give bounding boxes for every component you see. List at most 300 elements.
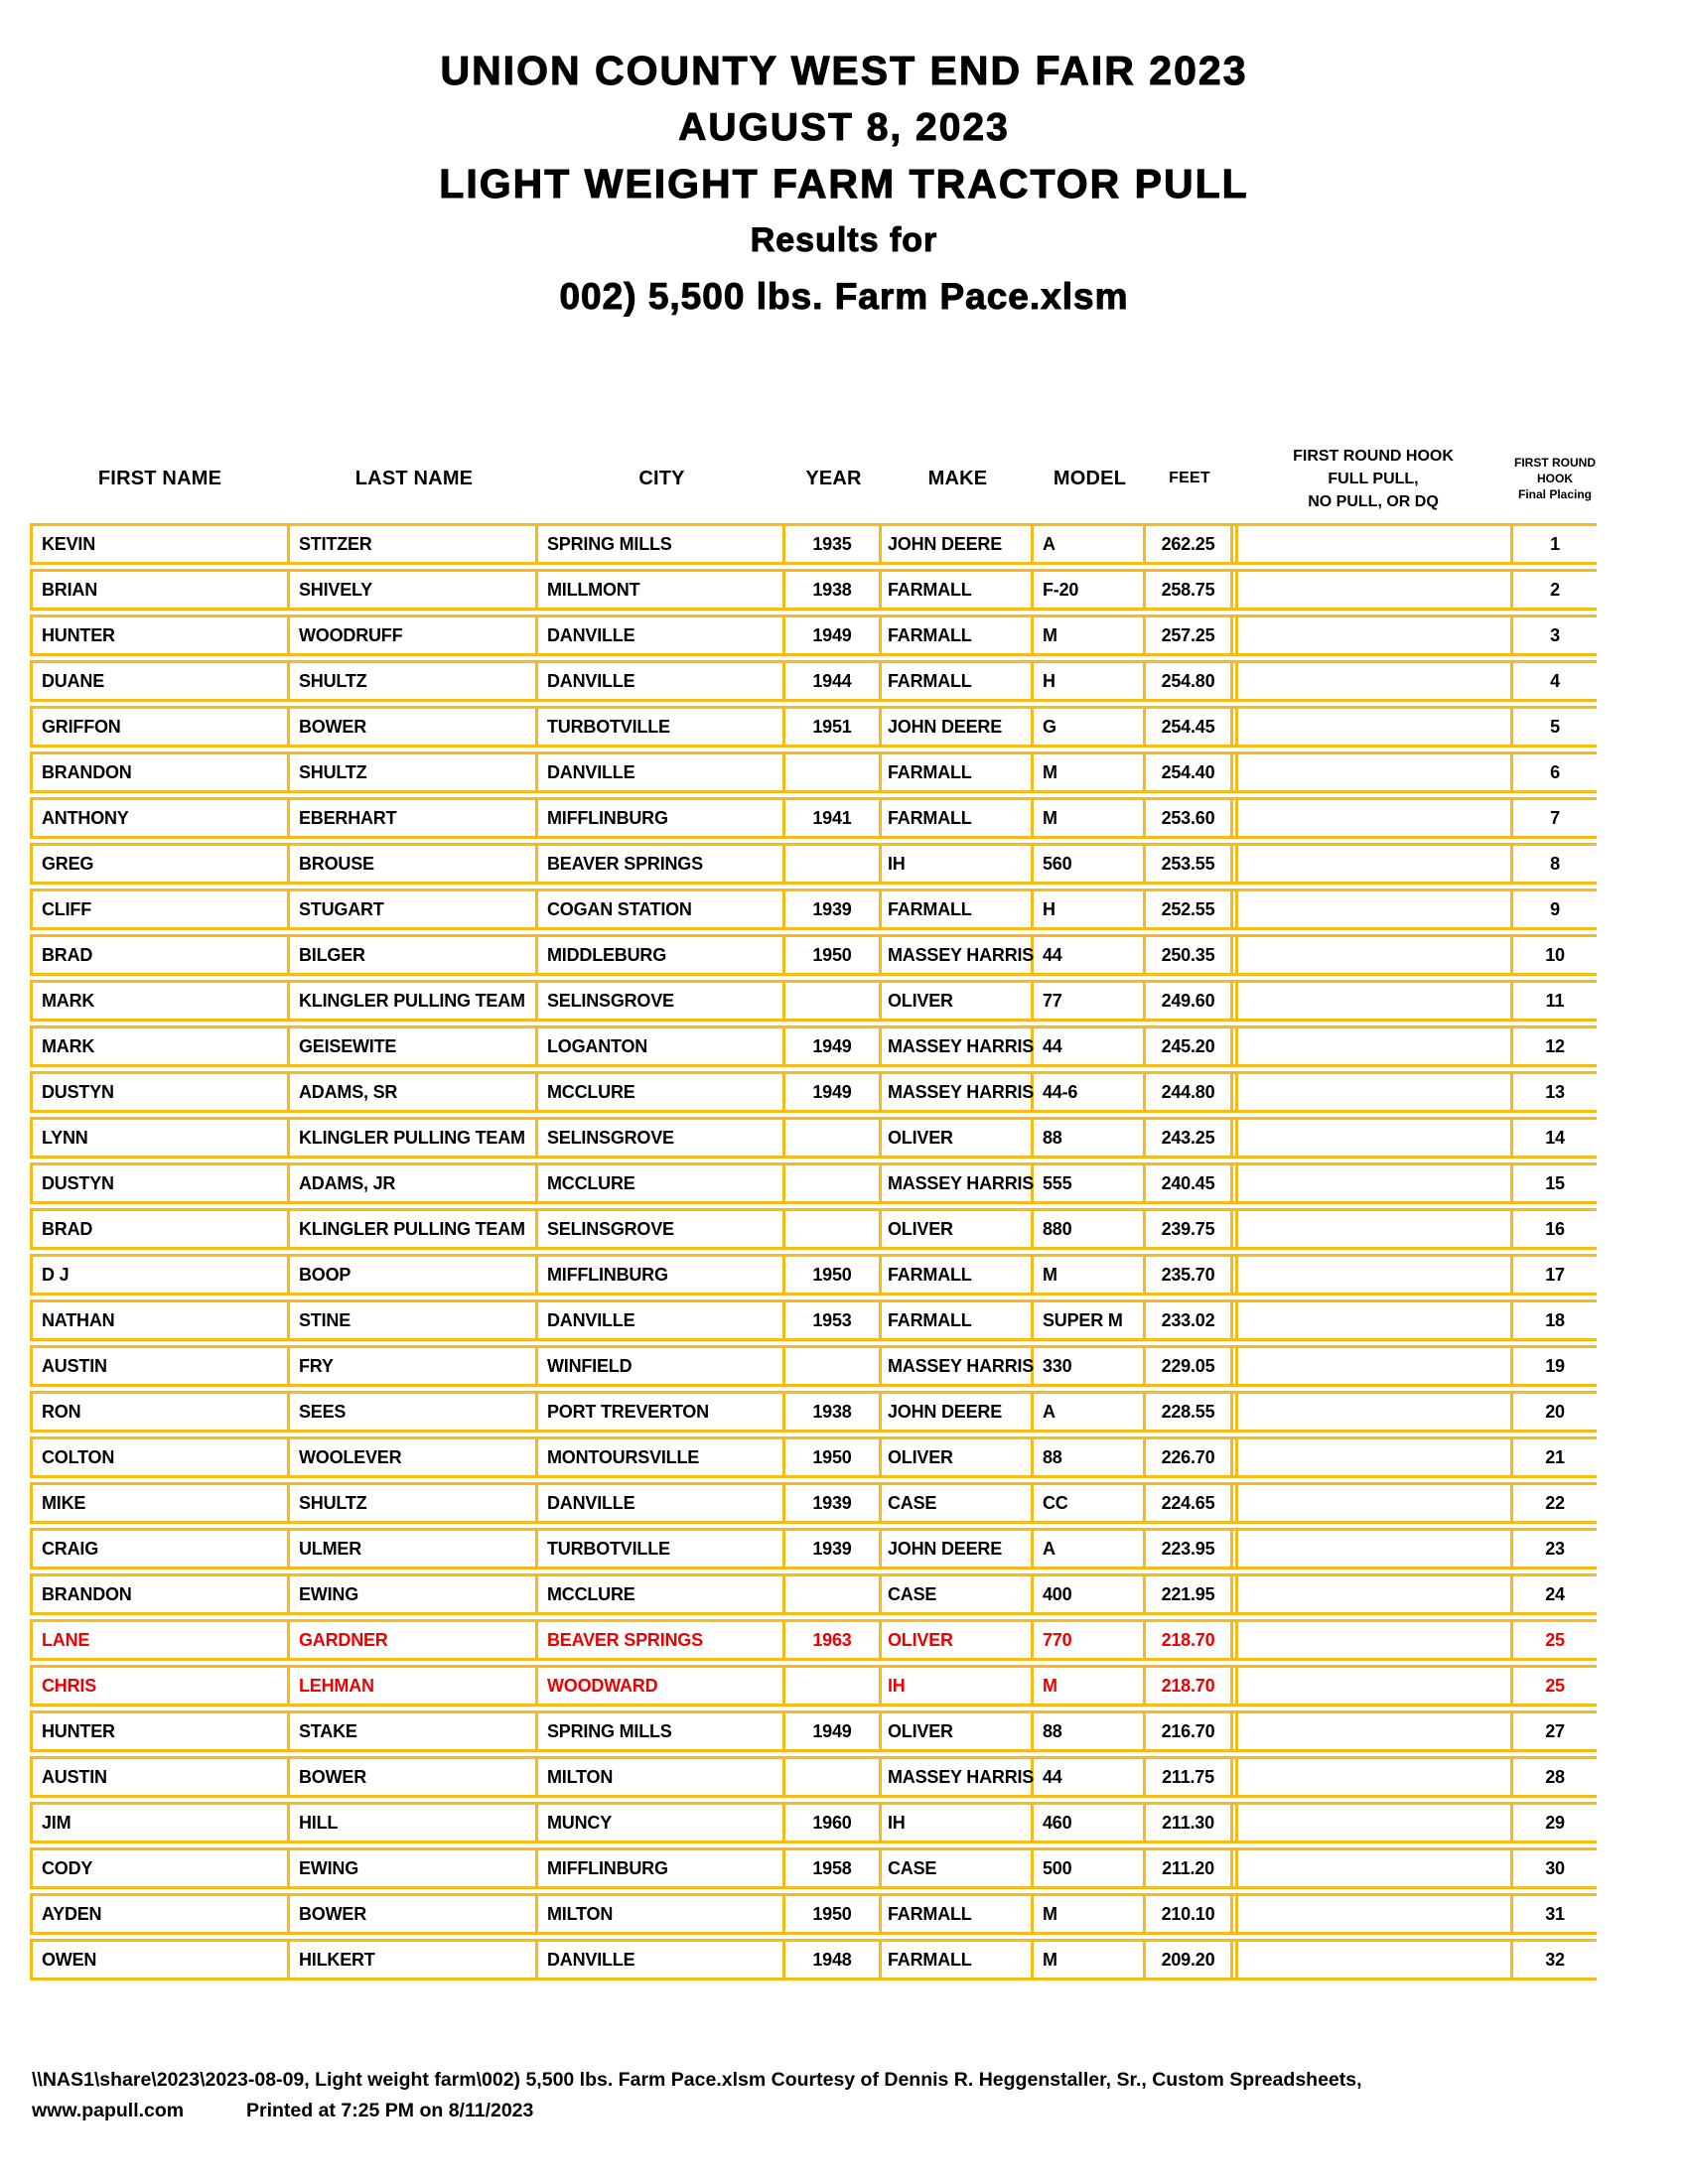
cell-model: G — [1034, 709, 1146, 745]
cell-year — [785, 1759, 882, 1795]
cell-first-round-hook — [1235, 800, 1513, 836]
cell-city: DANVILLE — [538, 663, 785, 699]
cell-first-name: HUNTER — [30, 1713, 290, 1749]
cell-feet: 252.55 — [1146, 891, 1233, 927]
cell-year: 1949 — [785, 1028, 882, 1064]
cell-final-placing: 31 — [1545, 1904, 1565, 1924]
col-header-make: MAKE — [927, 467, 988, 489]
cell-make: IH — [882, 1668, 1034, 1704]
cell-make: MASSEY HARRIS — [882, 1028, 1034, 1064]
cell-year — [785, 846, 882, 882]
cell-first-name: AUSTIN — [30, 1759, 290, 1795]
cell-model: M — [1034, 1257, 1146, 1293]
table-row — [30, 980, 1597, 1022]
cell-last-name: SHULTZ — [290, 1485, 538, 1521]
cell-first-round-hook — [1235, 1257, 1513, 1293]
cell-last-name: KLINGLER PULLING TEAM — [290, 983, 538, 1019]
table-row — [30, 797, 1597, 839]
cell-final-placing: 29 — [1545, 1813, 1565, 1833]
table-row — [30, 1528, 1597, 1570]
event-date: AUGUST 8, 2023 — [678, 106, 1010, 149]
cell-final-placing: 17 — [1545, 1265, 1565, 1285]
cell-feet: 209.20 — [1146, 1942, 1233, 1978]
cell-first-name: ANTHONY — [30, 800, 290, 836]
table-row — [30, 1802, 1597, 1843]
table-row — [30, 1756, 1597, 1798]
col-header-feet: FEET — [1169, 470, 1210, 486]
table-header-row — [30, 435, 1597, 522]
cell-model: SUPER M — [1034, 1302, 1146, 1338]
cell-first-name: BRANDON — [30, 754, 290, 790]
cell-first-round-hook — [1235, 1439, 1513, 1475]
cell-year — [785, 1120, 882, 1156]
cell-last-name: SEES — [290, 1394, 538, 1430]
cell-last-name: STINE — [290, 1302, 538, 1338]
table-row — [30, 1208, 1597, 1250]
cell-feet: 245.20 — [1146, 1028, 1233, 1064]
cell-final-placing: 9 — [1550, 899, 1560, 919]
cell-make: OLIVER — [882, 1120, 1034, 1156]
table-row — [30, 1436, 1597, 1478]
cell-model: M — [1034, 800, 1146, 836]
table-row — [30, 1391, 1597, 1433]
cell-city: COGAN STATION — [538, 891, 785, 927]
cell-year: 1944 — [785, 663, 882, 699]
cell-final-placing: 7 — [1550, 808, 1560, 828]
cell-final-placing: 22 — [1545, 1493, 1565, 1513]
cell-last-name: KLINGLER PULLING TEAM — [290, 1211, 538, 1247]
cell-feet: 221.95 — [1146, 1576, 1233, 1612]
cell-model: M — [1034, 1668, 1146, 1704]
cell-first-name: LANE — [30, 1622, 290, 1658]
cell-final-placing: 10 — [1545, 945, 1565, 965]
cell-last-name: BILGER — [290, 937, 538, 973]
cell-last-name: WOOLEVER — [290, 1439, 538, 1475]
cell-year: 1949 — [785, 1074, 882, 1110]
cell-city: DANVILLE — [538, 1485, 785, 1521]
cell-first-name: CHRIS — [30, 1668, 290, 1704]
table-row — [30, 1847, 1597, 1889]
cell-final-placing: 20 — [1545, 1402, 1565, 1422]
cell-year: 1951 — [785, 709, 882, 745]
cell-last-name: BOWER — [290, 1896, 538, 1932]
cell-final-placing: 16 — [1545, 1219, 1565, 1239]
cell-final-placing: 28 — [1545, 1767, 1565, 1787]
cell-first-round-hook — [1235, 1805, 1513, 1841]
cell-first-name: CRAIG — [30, 1531, 290, 1567]
cell-make: MASSEY HARRIS — [882, 1348, 1034, 1384]
cell-city: WOODWARD — [538, 1668, 785, 1704]
cell-make: FARMALL — [882, 891, 1034, 927]
page-footer — [32, 2065, 1362, 2126]
cell-model: M — [1034, 754, 1146, 790]
cell-first-name: JIM — [30, 1805, 290, 1841]
cell-first-round-hook — [1235, 663, 1513, 699]
cell-year — [785, 1348, 882, 1384]
cell-final-placing: 19 — [1545, 1356, 1565, 1376]
cell-feet: 228.55 — [1146, 1394, 1233, 1430]
cell-feet: 253.55 — [1146, 846, 1233, 882]
cell-final-placing: 15 — [1545, 1173, 1565, 1193]
cell-year: 1960 — [785, 1805, 882, 1841]
cell-first-name: GREG — [30, 846, 290, 882]
cell-model: CC — [1034, 1485, 1146, 1521]
cell-final-placing: 25 — [1545, 1630, 1565, 1650]
cell-first-round-hook — [1235, 1120, 1513, 1156]
cell-city: LOGANTON — [538, 1028, 785, 1064]
cell-city: MILLMONT — [538, 572, 785, 608]
results-rows — [30, 523, 1597, 1984]
cell-last-name: KLINGLER PULLING TEAM — [290, 1120, 538, 1156]
table-row — [30, 1299, 1597, 1341]
cell-make: OLIVER — [882, 1713, 1034, 1749]
cell-make: FARMALL — [882, 1257, 1034, 1293]
cell-last-name: GEISEWITE — [290, 1028, 538, 1064]
cell-first-name: DUSTYN — [30, 1165, 290, 1201]
cell-make: JOHN DEERE — [882, 709, 1034, 745]
cell-final-placing: 2 — [1550, 580, 1560, 600]
cell-final-placing: 27 — [1545, 1721, 1565, 1741]
table-row — [30, 706, 1597, 748]
cell-model: F-20 — [1034, 572, 1146, 608]
col-header-final-placing: FIRST ROUND HOOK Final Placing — [1514, 456, 1596, 501]
cell-city: MILTON — [538, 1896, 785, 1932]
cell-last-name: WOODRUFF — [290, 617, 538, 653]
cell-make: JOHN DEERE — [882, 1394, 1034, 1430]
cell-year: 1939 — [785, 1485, 882, 1521]
cell-first-round-hook — [1235, 1713, 1513, 1749]
cell-make: JOHN DEERE — [882, 1531, 1034, 1567]
cell-first-round-hook — [1235, 1485, 1513, 1521]
table-row — [30, 1573, 1597, 1615]
cell-make: CASE — [882, 1576, 1034, 1612]
cell-make: FARMALL — [882, 617, 1034, 653]
cell-feet: 235.70 — [1146, 1257, 1233, 1293]
table-row — [30, 1939, 1597, 1980]
cell-city: MIFFLINBURG — [538, 1257, 785, 1293]
event-class-title: LIGHT WEIGHT FARM TRACTOR PULL — [439, 161, 1249, 206]
cell-year: 1963 — [785, 1622, 882, 1658]
cell-first-name: MARK — [30, 1028, 290, 1064]
cell-city: BEAVER SPRINGS — [538, 846, 785, 882]
cell-city: MIDDLEBURG — [538, 937, 785, 973]
cell-last-name: SHIVELY — [290, 572, 538, 608]
cell-first-round-hook — [1235, 1028, 1513, 1064]
cell-last-name: EBERHART — [290, 800, 538, 836]
cell-feet: 216.70 — [1146, 1713, 1233, 1749]
cell-feet: 257.25 — [1146, 617, 1233, 653]
cell-first-round-hook — [1235, 1165, 1513, 1201]
cell-make: MASSEY HARRIS — [882, 937, 1034, 973]
cell-city: MCCLURE — [538, 1576, 785, 1612]
cell-feet: 254.45 — [1146, 709, 1233, 745]
cell-first-name: GRIFFON — [30, 709, 290, 745]
cell-model: 770 — [1034, 1622, 1146, 1658]
cell-model: M — [1034, 1896, 1146, 1932]
cell-feet: 254.80 — [1146, 663, 1233, 699]
cell-city: TURBOTVILLE — [538, 1531, 785, 1567]
cell-first-round-hook — [1235, 572, 1513, 608]
cell-city: SELINSGROVE — [538, 983, 785, 1019]
cell-first-round-hook — [1235, 1394, 1513, 1430]
cell-model: 88 — [1034, 1439, 1146, 1475]
table-row — [30, 934, 1597, 976]
cell-first-round-hook — [1235, 846, 1513, 882]
cell-model: 44 — [1034, 1759, 1146, 1795]
cell-model: 880 — [1034, 1211, 1146, 1247]
table-row — [30, 614, 1597, 656]
cell-first-round-hook — [1235, 1759, 1513, 1795]
cell-feet: 249.60 — [1146, 983, 1233, 1019]
footer-printed-timestamp: Printed at 7:25 PM on 8/11/2023 — [246, 2100, 534, 2121]
cell-last-name: SHULTZ — [290, 754, 538, 790]
cell-year — [785, 1165, 882, 1201]
table-row — [30, 1025, 1597, 1067]
cell-make: MASSEY HARRIS — [882, 1074, 1034, 1110]
cell-last-name: HILKERT — [290, 1942, 538, 1978]
cell-year — [785, 983, 882, 1019]
cell-first-name: HUNTER — [30, 617, 290, 653]
cell-feet: 244.80 — [1146, 1074, 1233, 1110]
cell-last-name: GARDNER — [290, 1622, 538, 1658]
cell-year: 1949 — [785, 617, 882, 653]
cell-year: 1941 — [785, 800, 882, 836]
cell-first-name: COLTON — [30, 1439, 290, 1475]
cell-make: FARMALL — [882, 800, 1034, 836]
cell-last-name: BOOP — [290, 1257, 538, 1293]
cell-feet: 210.10 — [1146, 1896, 1233, 1932]
cell-first-round-hook — [1235, 1348, 1513, 1384]
cell-make: OLIVER — [882, 1622, 1034, 1658]
cell-first-name: AYDEN — [30, 1896, 290, 1932]
cell-city: PORT TREVERTON — [538, 1394, 785, 1430]
cell-feet: 211.20 — [1146, 1850, 1233, 1886]
cell-first-name: AUSTIN — [30, 1348, 290, 1384]
cell-last-name: HILL — [290, 1805, 538, 1841]
cell-make: CASE — [882, 1850, 1034, 1886]
cell-feet: 262.25 — [1146, 526, 1233, 562]
cell-first-name: BRANDON — [30, 1576, 290, 1612]
cell-last-name: EWING — [290, 1850, 538, 1886]
cell-final-placing: 30 — [1545, 1858, 1565, 1878]
cell-first-round-hook — [1235, 1850, 1513, 1886]
cell-model: 560 — [1034, 846, 1146, 882]
cell-final-placing: 32 — [1545, 1950, 1565, 1970]
cell-city: MUNCY — [538, 1805, 785, 1841]
cell-city: TURBOTVILLE — [538, 709, 785, 745]
cell-last-name: ADAMS, JR — [290, 1165, 538, 1201]
cell-last-name: LEHMAN — [290, 1668, 538, 1704]
footer-file-path: \\NAS1\share\2023\2023-08-09, Light weight farm\002) 5,500 lbs. Farm Pace.xlsm Courtesy of Dennis R. Heggenstaller, Sr., Custom Spreadsheets, — [32, 2069, 1362, 2091]
cell-year: 1953 — [785, 1302, 882, 1338]
cell-model: A — [1034, 1531, 1146, 1567]
cell-year: 1958 — [785, 1850, 882, 1886]
table-row — [30, 751, 1597, 793]
cell-feet: 239.75 — [1146, 1211, 1233, 1247]
cell-year: 1939 — [785, 1531, 882, 1567]
table-row — [30, 1619, 1597, 1661]
cell-city: SPRING MILLS — [538, 526, 785, 562]
cell-year — [785, 1668, 882, 1704]
cell-make: FARMALL — [882, 663, 1034, 699]
cell-last-name: FRY — [290, 1348, 538, 1384]
table-row — [30, 843, 1597, 885]
cell-make: FARMALL — [882, 1942, 1034, 1978]
table-row — [30, 569, 1597, 611]
cell-first-round-hook — [1235, 983, 1513, 1019]
table-row — [30, 1345, 1597, 1387]
cell-city: DANVILLE — [538, 617, 785, 653]
cell-feet: 233.02 — [1146, 1302, 1233, 1338]
cell-first-name: DUSTYN — [30, 1074, 290, 1110]
cell-model: 88 — [1034, 1120, 1146, 1156]
cell-final-placing: 18 — [1545, 1310, 1565, 1330]
cell-final-placing: 13 — [1545, 1082, 1565, 1102]
cell-first-round-hook — [1235, 709, 1513, 745]
cell-first-name: BRAD — [30, 1211, 290, 1247]
cell-model: 88 — [1034, 1713, 1146, 1749]
cell-first-name: CODY — [30, 1850, 290, 1886]
cell-model: 460 — [1034, 1805, 1146, 1841]
cell-last-name: STUGART — [290, 891, 538, 927]
cell-final-placing: 6 — [1550, 762, 1560, 782]
cell-first-round-hook — [1235, 526, 1513, 562]
cell-year: 1938 — [785, 572, 882, 608]
cell-feet: 223.95 — [1146, 1531, 1233, 1567]
cell-final-placing: 25 — [1545, 1676, 1565, 1696]
col-header-last-name: LAST NAME — [354, 467, 474, 489]
cell-year: 1950 — [785, 1896, 882, 1932]
cell-first-name: MARK — [30, 983, 290, 1019]
results-file-name: 002) 5,500 lbs. Farm Pace.xlsm — [559, 276, 1129, 317]
cell-last-name: STAKE — [290, 1713, 538, 1749]
cell-year — [785, 754, 882, 790]
cell-feet: 218.70 — [1146, 1622, 1233, 1658]
cell-first-round-hook — [1235, 1211, 1513, 1247]
cell-feet: 218.70 — [1146, 1668, 1233, 1704]
table-row — [30, 1254, 1597, 1296]
cell-city: MONTOURSVILLE — [538, 1439, 785, 1475]
cell-model: M — [1034, 1942, 1146, 1978]
col-header-year: YEAR — [805, 467, 862, 489]
footer-website: www.papull.com — [32, 2100, 185, 2121]
cell-feet: 250.35 — [1146, 937, 1233, 973]
cell-city: BEAVER SPRINGS — [538, 1622, 785, 1658]
cell-final-placing: 5 — [1550, 717, 1560, 737]
cell-final-placing: 3 — [1550, 625, 1560, 645]
table-row — [30, 1071, 1597, 1113]
table-row — [30, 1665, 1597, 1706]
cell-first-round-hook — [1235, 1622, 1513, 1658]
cell-first-name: MIKE — [30, 1485, 290, 1521]
cell-first-name: DUANE — [30, 663, 290, 699]
cell-make: FARMALL — [882, 572, 1034, 608]
cell-final-placing: 11 — [1545, 991, 1565, 1011]
cell-first-round-hook — [1235, 617, 1513, 653]
cell-final-placing: 4 — [1550, 671, 1560, 691]
table-row — [30, 660, 1597, 702]
cell-make: FARMALL — [882, 1302, 1034, 1338]
table-row — [30, 1117, 1597, 1159]
cell-first-name: NATHAN — [30, 1302, 290, 1338]
cell-first-name: RON — [30, 1394, 290, 1430]
cell-feet: 258.75 — [1146, 572, 1233, 608]
cell-year — [785, 1576, 882, 1612]
cell-final-placing: 14 — [1545, 1128, 1565, 1148]
cell-first-round-hook — [1235, 1531, 1513, 1567]
table-row — [30, 888, 1597, 930]
table-row — [30, 1893, 1597, 1935]
cell-city: SPRING MILLS — [538, 1713, 785, 1749]
cell-feet: 211.75 — [1146, 1759, 1233, 1795]
cell-first-round-hook — [1235, 1668, 1513, 1704]
cell-final-placing: 24 — [1545, 1584, 1565, 1604]
cell-first-name: LYNN — [30, 1120, 290, 1156]
cell-first-round-hook — [1235, 1576, 1513, 1612]
cell-final-placing: 21 — [1545, 1447, 1565, 1467]
cell-city: MCCLURE — [538, 1165, 785, 1201]
cell-feet: 240.45 — [1146, 1165, 1233, 1201]
cell-last-name: ULMER — [290, 1531, 538, 1567]
cell-last-name: EWING — [290, 1576, 538, 1612]
cell-model: A — [1034, 1394, 1146, 1430]
cell-first-round-hook — [1235, 937, 1513, 973]
table-row — [30, 1710, 1597, 1752]
cell-model: 500 — [1034, 1850, 1146, 1886]
cell-feet: 243.25 — [1146, 1120, 1233, 1156]
cell-city: WINFIELD — [538, 1348, 785, 1384]
cell-make: OLIVER — [882, 1439, 1034, 1475]
col-header-city: CITY — [638, 467, 685, 489]
cell-make: IH — [882, 1805, 1034, 1841]
cell-first-name: CLIFF — [30, 891, 290, 927]
cell-model: H — [1034, 891, 1146, 927]
cell-final-placing: 8 — [1550, 854, 1560, 874]
col-header-model: MODEL — [1053, 467, 1127, 489]
table-row — [30, 523, 1597, 565]
cell-make: FARMALL — [882, 1896, 1034, 1932]
cell-make: MASSEY HARRIS — [882, 1759, 1034, 1795]
cell-city: MILTON — [538, 1759, 785, 1795]
cell-first-round-hook — [1235, 1074, 1513, 1110]
cell-last-name: BOWER — [290, 709, 538, 745]
cell-model: 44 — [1034, 1028, 1146, 1064]
cell-first-name: KEVIN — [30, 526, 290, 562]
cell-first-round-hook — [1235, 1302, 1513, 1338]
cell-make: FARMALL — [882, 754, 1034, 790]
cell-final-placing: 1 — [1550, 534, 1560, 554]
cell-make: IH — [882, 846, 1034, 882]
table-row — [30, 1482, 1597, 1524]
cell-year: 1938 — [785, 1394, 882, 1430]
cell-feet: 211.30 — [1146, 1805, 1233, 1841]
cell-year — [785, 1211, 882, 1247]
cell-last-name: BROUSE — [290, 846, 538, 882]
cell-final-placing: 12 — [1545, 1036, 1565, 1056]
cell-city: DANVILLE — [538, 1302, 785, 1338]
cell-make: CASE — [882, 1485, 1034, 1521]
cell-model: M — [1034, 617, 1146, 653]
cell-feet: 226.70 — [1146, 1439, 1233, 1475]
cell-first-round-hook — [1235, 891, 1513, 927]
cell-model: 555 — [1034, 1165, 1146, 1201]
cell-city: DANVILLE — [538, 754, 785, 790]
table-row — [30, 1162, 1597, 1204]
title-block — [0, 42, 1688, 325]
cell-model: 330 — [1034, 1348, 1146, 1384]
footer-line2 — [32, 2096, 1362, 2126]
cell-first-name: BRIAN — [30, 572, 290, 608]
